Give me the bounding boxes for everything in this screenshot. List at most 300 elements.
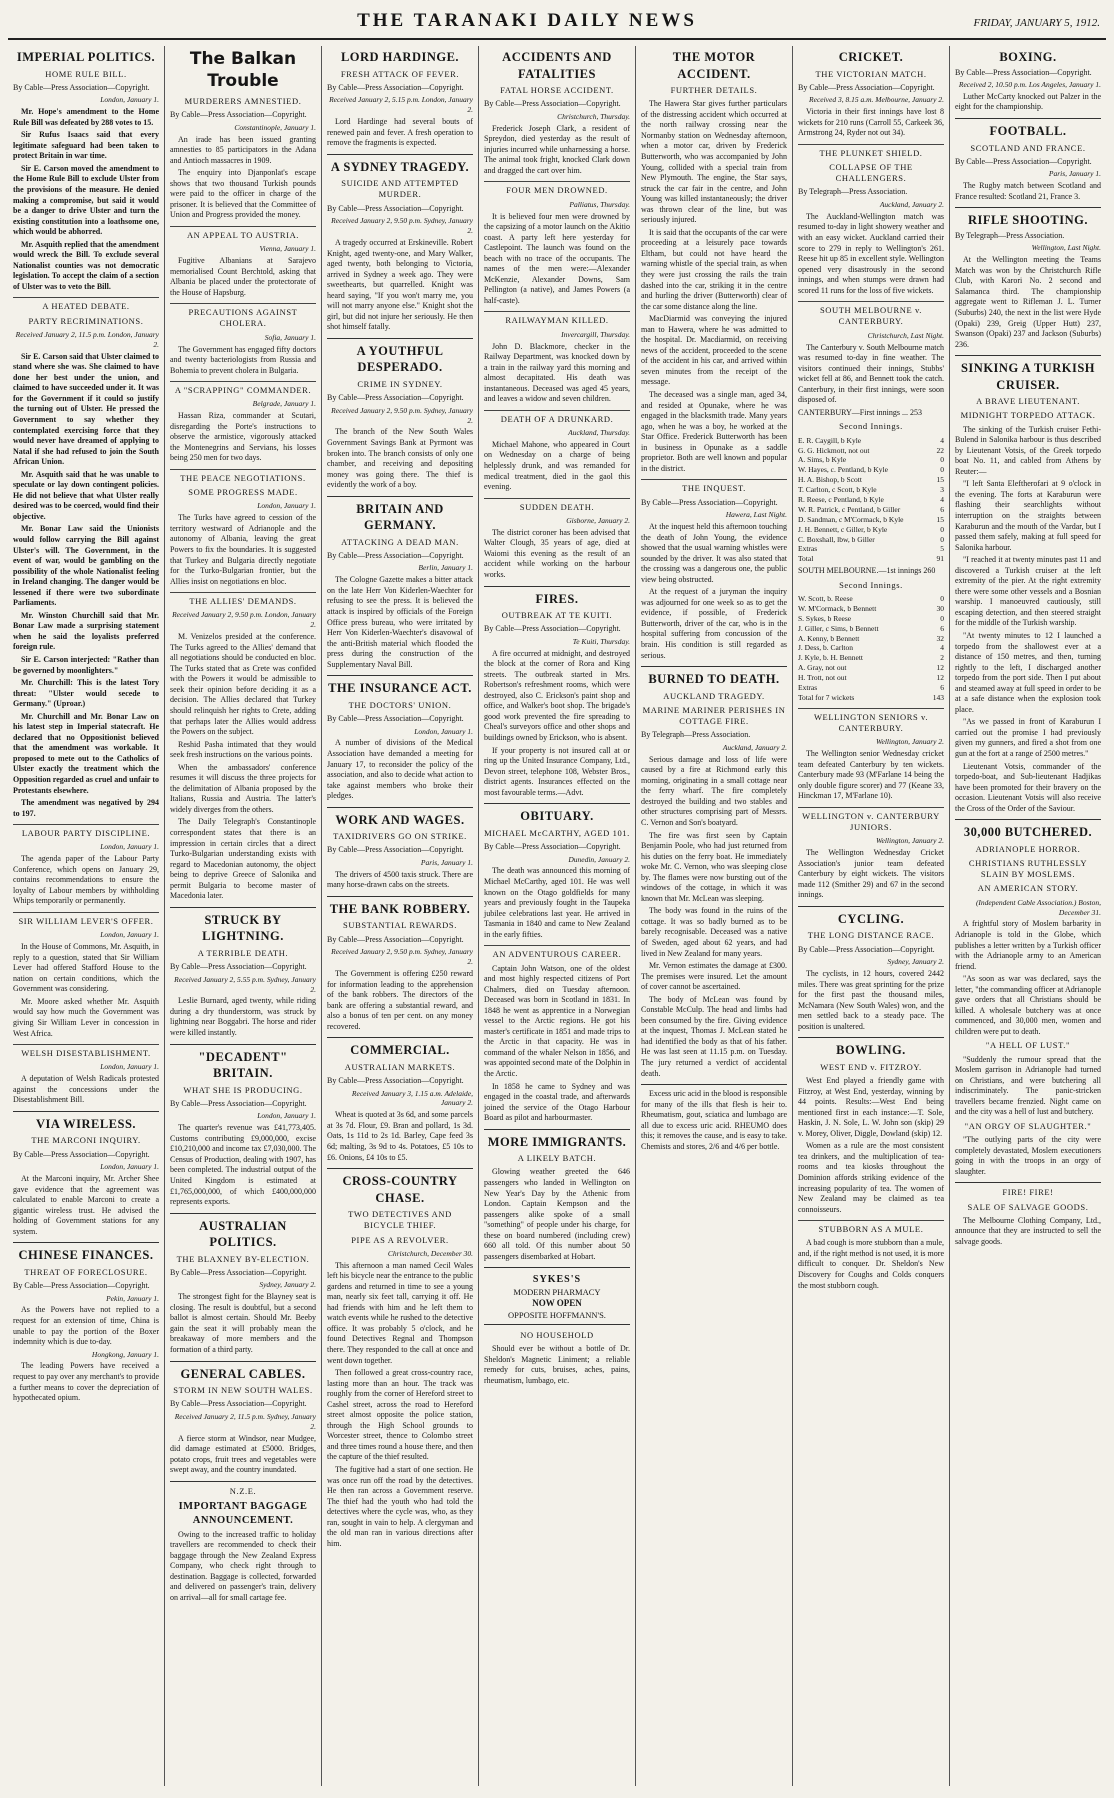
paragraph: Mr. Churchill: This is the latest Tory threat: "Ulster would secede to Germany." (Uproar.)	[13, 678, 159, 709]
headline: BURNED TO DEATH.	[648, 672, 780, 687]
dateline: Dunedin, January 2.	[568, 854, 630, 864]
subheading: Second Innings.	[839, 421, 903, 432]
headline: RIFLE SHOOTING.	[967, 213, 1089, 228]
subheading: FOUR MEN DROWNED.	[484, 181, 630, 196]
paragraph: The death was announced this morning of Michael McCarthy, aged 101. He was well known on the Otago goldfields for many years and previously fought in the Taupeka jubilee celebrations last year. He arrived in Tasmania in 1840 and came to New Zealand in the early fifties.	[484, 866, 630, 939]
article-chinese-finances	[13, 1247, 159, 1408]
paragraph: M. Venizelos presided at the conference. The Turks agreed to the Allies' demand that all negotiations should be conducted en bloc. The Turks stated that as Crete was confided with the Powers it would be admissible to seek their opinion before deciding it as a decision. The Allies declared that Turkey should relinquish her rights to Crete, adding that perhaps later the Allies would address the Powers on the subject.	[170, 632, 316, 737]
paragraph: Sir E. Carson moved the amendment to the Home Rule Bill to exclude Ulster from the provisions of the measure. He denied making a compromise, but said it would be a danger to drive Ulster and turn the existing constitution into a loathsome one, which would be abhorred.	[13, 163, 159, 237]
score-row: W. M'Cormack, b Bennett 30	[798, 603, 944, 613]
article-rifle-shooting	[955, 212, 1101, 356]
byline: By Cable—Press Association—Copyright.	[170, 1399, 307, 1409]
paragraph: Excess uric acid in the blood is responsible for many of the ills that flesh is heir to. Rheumatism, gout, sciatica and lumbago are all due to excess uric acid. RHEUMO does this; it removes the cause, and is easy to take. Chemists and stores, 2/6 and 4/6 per bottle.	[641, 1089, 787, 1151]
subheading: AN APPEAL TO AUSTRIA.	[170, 226, 316, 241]
subheading: FATAL HORSE ACCIDENT.	[500, 85, 614, 95]
dateline: Wellington, January 2.	[875, 836, 944, 846]
paragraph: Lieutenant Votsis, commander of the torpedo-boat, and Sub-lieutenant Hadjikas have been promoted for their bravery on the occasion. Lieutenant Votsis will also receive the Cross of the Order of the Saviour.	[955, 761, 1101, 813]
subheading: THE ALLIES' DEMANDS.	[170, 592, 316, 607]
article-work-and-wages	[327, 812, 473, 897]
dateline: Wellington, Last Night.	[1031, 243, 1101, 253]
article-turkish-cruiser	[955, 360, 1101, 820]
article-australian-politics	[170, 1218, 316, 1362]
subheading: AUSTRALIAN MARKETS.	[344, 1061, 456, 1072]
paragraph: "As we passed in front of Karaburun I carried out the promise I had previously given my gunners, and fired a shot from one gun at the fort at a range of 2500 metres."	[955, 717, 1101, 758]
byline: By Telegraph—Press Association.	[955, 230, 1065, 240]
paragraph: "At twenty minutes to 12 I launched a torpedo from the shallowest ever at a distance of 150 metres, and then, turning rightly to the left, I discharged another torpedo from the port side. Then I put about and steamed away at full speed in order to be at a safe distance when the explosion took place.	[955, 630, 1101, 714]
paragraph: Serious damage and loss of life were caused by a fire at Richmond early this morning, originating in a small cottage near the ferry wharf. The fire completely destroyed the building and two stables and other structures comprising part of Messrs. C. Vernon and Son's boatyard.	[641, 754, 787, 827]
byline: By Telegraph—Press Association.	[798, 187, 908, 197]
paragraph: Mr. Churchill and Mr. Bonar Law on his latest step in Imperial statecraft. He declared that no Oppositionist believed that the amendment was workable. It proposed to mete out to the Catholics of Ulster exactly the treatment which the Opposition regarded as cruel and unfair to Protestants elsewhere.	[13, 711, 159, 795]
advert-rheumo	[641, 1089, 787, 1157]
paragraph: Mr. Asquith replied that the amendment would wreck the Bill. To exclude several Nationalist counties was not democratic legislation. To accept the claim of a section of Ulster was to veto the Bill.	[13, 239, 159, 291]
paragraph: The Rugby match between Scotland and France resulted: Scotland 21, France 3.	[955, 181, 1101, 201]
dateline: Received January 2, 9.50 p.m. Sydney, January 2.	[331, 947, 473, 967]
paragraph: The deceased was a single man, aged 34, and resided at Opunake, where he was engaged in the blacksmith trade. Many years ago, when he was a boy, he worked at the Star Office. Frederick Butterworth has been in business in Opunake as a saddle proprietor. Both are well known and popular in the district.	[641, 389, 787, 473]
subheading: PIPE AS A REVOLVER.	[351, 1234, 449, 1245]
subheading: ATTACKING A DEAD MAN.	[341, 536, 459, 547]
paragraph: Sir E. Carson interjected: "Rather than be governed by moonlighters."	[13, 654, 159, 675]
paragraph: Leslie Burnard, aged twenty, while riding during a dry thunderstorm, was struck by lightning near Boggabri. The horse and rider were killed instantly.	[170, 996, 316, 1038]
dateline: Christchurch, Last Night.	[867, 330, 944, 340]
paragraph: A frightful story of Moslem barbarity in Adrianople is told in the Globe, which publishes a letter written by a Turkish officer with the Adrianople army to an American friend.	[955, 919, 1101, 971]
subheading: WHAT SHE IS PRODUCING.	[183, 1084, 303, 1095]
subheading: HOME RULE BILL.	[45, 68, 127, 79]
headline: A YOUTHFUL DESPERADO.	[356, 343, 444, 375]
byline: By Cable—Press Association—Copyright.	[641, 497, 778, 507]
paragraph: A number of divisions of the Medical Association have demanded a meeting for January 17, to reconsider the policy of the association, and also to decide what action to take against members who broke their pledges.	[327, 738, 473, 801]
score-row: W. Scott, b. Reese 0	[798, 593, 944, 603]
paragraph: The enquiry into Djanponlat's escape shows that two thousand Turkish pounds were paid to the officer in charge of the prisoner. It is believed that the Committee of Union and Progress provided the money.	[170, 168, 316, 220]
subheading: SALE OF SALVAGE GOODS.	[967, 1201, 1089, 1212]
score-row: H. Trott, not out 12	[798, 673, 944, 683]
paragraph: The Government is offering £250 reward for information leading to the apprehension of the bank robbers. The directors of the bank are offering a substantial reward, and also a bonus of ten per cent. on any money recovered.	[327, 969, 473, 1031]
paragraph: Mr. Hope's amendment to the Home Rule Bill was defeated by 288 votes to 15.	[13, 107, 159, 127]
paragraph: The Turks have agreed to cession of the territory westward of Adrianople and the autonomy of Albania, leaving the great Powers to fix the boundaries. It is suggested that Turkey and Bulgaria directly negotiate for the Turko-Bulgarian frontier, but the Allies insist on negotiations en bloc.	[170, 513, 316, 586]
article-cycling	[798, 911, 944, 1038]
headline: COMMERCIAL.	[350, 1043, 450, 1058]
score-row: A. Sims, b Kyle 0	[798, 455, 944, 465]
article-decadent-britain	[170, 1049, 316, 1214]
byline: By Cable—Press Association—Copyright.	[170, 110, 307, 120]
headline: THE MOTOR ACCIDENT.	[672, 50, 756, 81]
advert-line: MODERN PHARMACY	[513, 1286, 601, 1297]
subheading: WELLINGTON SENIORS v. CANTERBURY.	[798, 708, 944, 734]
subheading: AN AMERICAN STORY.	[977, 883, 1079, 894]
paragraph: The Cologne Gazette makes a bitter attack on the late Herr Von Kiderlen-Waechter for refusing to see the press. It is believed the attack is inspired by officials of the Foreign Office press bureau, who were irritated by Herr Von Kiderlen-Waechter's disavowal of the anti-British material which flooded the press during the construction of the Supplementary Naval Bill.	[327, 575, 473, 669]
dateline: Received January 2, 9.50 p.m. Sydney, January 2.	[331, 405, 473, 425]
score-row: W. R. Patrick, c Pentland, b Giller 6	[798, 504, 944, 514]
paragraph: The Hawera Star gives further particulars of the distressing accident which occurred at the north railway crossing near the Normanby station on Wednesday afternoon, when a motor car, driven by Frederick Butterworth, who was accompanied by John Young, collided with a special train from New Plymouth. The engine, the Star says, struck the car fair in the centre, and John Young was killed instantaneously; the driver was thrown clear of the line, but was seriously injured.	[641, 99, 787, 225]
score-row: J. Kyle, b. H. Bennett 2	[798, 653, 944, 663]
article-insurance-act	[327, 680, 473, 807]
paragraph: The quarter's revenue was £41,773,405. Customs contributing £9,000,000, excise £10,210,000 and income tax £7,030,000. The Census of Production, dealing with 1907, has been completed. The industrial output of the United Kingdom is estimated at £1,765,000,000, of which £400,000,000 represents exports.	[170, 1123, 316, 1207]
byline: By Cable—Press Association—Copyright.	[327, 550, 464, 560]
dateline: Wellington, January 2.	[875, 737, 944, 747]
dateline: Received 3, 8.15 a.m. Melbourne, January 2.	[809, 95, 944, 105]
subheading: MICHAEL McCARTHY, AGED 101.	[484, 827, 630, 838]
article-sydney-tragedy	[327, 159, 473, 339]
dateline: Received January 2, 11.5 p.m. London, January 2.	[15, 329, 159, 349]
paragraph: At the inquest held this afternoon touching the death of John Young, the evidence showed that the usual warning whistles were sounded by the driver. It was also stated that the crossing was a dangerous one, the public view being obstructed.	[641, 522, 787, 584]
subheading: N.Z.E.	[229, 1485, 257, 1496]
article-youthful-desperado	[327, 343, 473, 497]
headline: FIRES.	[535, 591, 579, 606]
subheading: TWO DETECTIVES AND BICYCLE THIEF.	[348, 1209, 452, 1231]
subheading: STUBBORN AS A MULE.	[798, 1220, 944, 1235]
score-row: J. H. Bennett, c Giller, b Kyle 0	[798, 524, 944, 534]
article-cross-country-chase	[327, 1173, 473, 1554]
paragraph: Sir E. Carson said that Ulster claimed to stand where she was. She claimed to have done her best under the union, and claimed to have succeeded under it. It was for the Government if it could so justify the turning out of Ulster. He pressed the Government to say whether they contemplated exercising force that they would never have dreamed of applying to Natal if she had refused to join the South African Union.	[13, 351, 159, 467]
headline: THE BANK ROBBERY.	[329, 901, 471, 916]
dateline: London, January 1.	[100, 842, 159, 852]
article-lord-hardinge	[327, 49, 473, 155]
subheading: WELSH DISESTABLISHMENT.	[13, 1044, 159, 1059]
subheading: FURTHER DETAILS.	[670, 85, 758, 95]
paragraph: It is said that the occupants of the car were proceeding at a leisurely pace towards Eltham, but could not have heard the warning whistle of the special train, as when they were just crossing the rails the train dashed into the car, striking it in the centre and hurling the driver (Butterworth) clear of the car some distance along the line.	[641, 227, 787, 311]
score-total: Total for 7 wickets 143	[798, 692, 944, 702]
subheading: SCOTLAND AND FRANCE.	[970, 142, 1086, 153]
byline: By Cable—Press Association—Copyright.	[327, 714, 464, 723]
column-6	[793, 46, 950, 1786]
score-row: W. Hayes, c. Pentland, b Kyle 0	[798, 465, 944, 475]
paragraph: The body of McLean was found by Constable McCulp. The head and limbs had been consumed by the fire. Giving evidence at the inquest, Thomas J. McLean stated he had identified the body as that of his father. He was last seen at 11.15 p.m. on Tuesday. The jury returned a verdict of accidental death.	[641, 994, 787, 1078]
paragraph: Mr. Vernon estimates the damage at £300. The premises were insured. Let the amount of cover cannot be ascertained.	[641, 961, 787, 992]
byline: By Cable—Press Association—Copyright.	[955, 156, 1092, 166]
subheading: THE PEACE NEGOTIATIONS.	[170, 469, 316, 484]
paragraph: Glowing weather greeted the 646 passengers who landed in Wellington on New Year's Day by the Athenic from London. Captain Kempson and the passengers alike spoke of a small "something" of people under his charge, for these on board numbered (including crew) 660 all told. Of this number about 50 passengers disembarked at Hobart.	[484, 1167, 630, 1261]
paragraph: The body was found in the ruins of the cottage. It was so badly burned as to be barely recognisable. Deceased was a native of Sweden, aged about 62 years, and had lived in New Zealand for many years.	[641, 906, 787, 958]
subheading: COLLAPSE OF THE CHALLENGERS.	[829, 162, 913, 184]
dateline: Received January 2, 9.50 p.m. London, January 2.	[172, 610, 316, 630]
headline: A SYDNEY TRAGEDY.	[330, 159, 470, 174]
paragraph: Owing to the increased traffic to holiday travellers are recommended to check their baggage through the New Zealand Express Company, who check right through to destination. Baggage is collected, forwarded and delivered on passenger's train, delivery on arrival—all for small cartage fee.	[170, 1529, 316, 1602]
headline: The Balkan Trouble	[189, 49, 297, 92]
byline: By Cable—Press Association—Copyright.	[327, 82, 464, 92]
subheading: SUDDEN DEATH.	[484, 498, 630, 513]
paragraph: "I left Santa Eleftherofari at 9 o'clock in the evening. The forts at Karaburun were flashing their searchlights without interruption on the straights between Karaburun and the mouth of the Vardar, but I passed them safely, making at full speed for Salonika harbour.	[955, 479, 1101, 552]
paragraph: This afternoon a man named Cecil Wales left his bicycle near the entrance to the public gardens and returned in time to see a young man, nearly six feet tall, carrying it off. He had friends with him and he left them to watch events while he rushed to the detective office. It was probably 5 o'clock, and he found Detectives Regnal and Thompson there. They responded to the call at once and went down together.	[327, 1260, 473, 1365]
headline: BOXING.	[999, 50, 1057, 64]
dateline: Christchurch, December 30.	[387, 1248, 473, 1258]
dateline: Received January 2, 5.55 p.m. Sydney, January 2.	[174, 974, 316, 994]
subheading: MIDNIGHT TORPEDO ATTACK.	[960, 410, 1096, 421]
paragraph: If your property is not insured call at or ring up the United Insurance Company, Ltd., Devon street, telephone 108, Webster Bros., district agents. Insurances effected on the most favourable terms.—Advt.	[484, 745, 630, 797]
byline: By Cable—Press Association—Copyright.	[170, 1098, 307, 1108]
score-row: J. Giller, c Sims, b Bennett 6	[798, 623, 944, 633]
paragraph: A bad cough is more stubborn than a mule, and, if the right method is not used, it is more difficult to conquer. Dr. Sheldon's New Discovery for Coughs and Colds conquers the most stubborn cough.	[798, 1238, 944, 1290]
headline: FOOTBALL.	[989, 124, 1067, 139]
article-via-wireless	[13, 1116, 159, 1243]
byline: By Cable—Press Association—Copyright.	[13, 82, 150, 92]
paragraph: The fire was first seen by Captain Benjamin Poole, who had just returned from his duties on the ferry boat. He immediately woke Mr. C. Vernon, who was sleeping close by. The flames were now bursting out of the windows of the cottage, in which it was known that Mr. McLean was sleeping.	[641, 830, 787, 903]
column-3	[322, 46, 479, 1786]
paragraph: Michael Mahone, who appeared in Court on Wednesday on a charge of being helplessly drunk, and was remanded for medical treatment, died in the gaol this evening.	[484, 439, 630, 492]
column-1	[8, 46, 165, 1786]
column-7	[950, 46, 1106, 1786]
score-row: D. Sandman, c M'Cormack, b Kyle 15	[798, 514, 944, 524]
headline: 30,000 BUTCHERED.	[963, 825, 1093, 840]
advert-baggage	[170, 1486, 316, 1609]
byline: By Cable—Press Association—Copyright.	[13, 1280, 150, 1290]
dateline: Palliatus, Thursday.	[569, 199, 630, 209]
paragraph: West End played a friendly game with Fitzroy, at West End, yesterday, winning by 44 points. Results:—West End being mentioned first in each instance:—T. Sole, Haskin, J. N. Sole, L. W. John son (skip) 29 v. Morey, Oliver, Diggle, Dowland (skip) 12.	[798, 1076, 944, 1138]
paragraph: A fire occurred at midnight, and destroyed the block at the corner of Rora and King streets. The outbreak started in Mrs. Robertson's refreshment rooms, which were destroyed, also C. Erickson's paint shop and office, and Walker's boot shop. The brigade's good work prevented the fire spreading to Cheal's surveyors office and other shops and buildings owned by Erickson, who is absent.	[484, 648, 630, 743]
dateline: Vienna, January 1.	[259, 244, 316, 254]
dateline: London, January 1.	[100, 930, 159, 940]
dateline: Paris, January 1.	[1048, 169, 1101, 179]
dateline: Invercargill, Thursday.	[561, 329, 630, 339]
dateline: Berlin, January 1.	[418, 563, 473, 573]
subheading: THE BLAXNEY BY-ELECTION.	[176, 1253, 310, 1264]
subheading: WEST END v. FITZROY.	[820, 1061, 922, 1072]
paragraph: Mr. Bonar Law said the Unionists would follow carrying the Bill against Ulster's will. The Government, in the event of war, would be gambling on the possibility of the whole Nationalist feeling in Ireland changing. The danger would be lessened if there were two subordinate Parliaments.	[13, 524, 159, 608]
subheading: PRECAUTIONS AGAINST CHOLERA.	[170, 303, 316, 329]
score-row: A. Gray, not out 12	[798, 663, 944, 673]
dateline: Sydney, January 2.	[259, 1280, 316, 1290]
paragraph: An irade has been issued granting amnesties to 85 participators in the Adana and Antioch massacres in 1909.	[170, 134, 316, 165]
paragraph: In the House of Commons, Mr. Asquith, in reply to a question, stated that Sir William Lever had offered Stafford House to the nation on certain conditions, which the Government was considering.	[13, 942, 159, 994]
score-row: Extras 6	[798, 683, 944, 692]
subheading: A "SCRAPPING" COMMANDER.	[170, 381, 316, 396]
paragraph: MacDiarmid was conveying the injured man to Hawera, where he was admitted to the hospital. Dr. Macdiarmid, on receiving news of the accident, proceeded to the scene of the accident in his car, and arrived within seven minutes from the receipt of the message.	[641, 314, 787, 387]
subheading: NO HOUSEHOLD	[520, 1329, 594, 1340]
dateline: (Independent Cable Association.) Boston, December 31.	[975, 897, 1101, 917]
headline: CRICKET.	[838, 50, 904, 64]
subheading: MURDERERS AMNESTIED.	[184, 95, 302, 106]
paragraph: The Daily Telegraph's Constantinople correspondent states that there is an impression in certain circles that a direct Turko-Bulgarian understanding exists with regard to Macedonian autonomy, the object being to deprive Greece of Salonika and permit Bulgaria to become master of Macedonia later.	[170, 817, 316, 901]
subheading: SUICIDE AND ATTEMPTED MURDER.	[341, 178, 459, 200]
dateline: Sydney, January 2.	[887, 957, 944, 967]
article-bank-robbery	[327, 901, 473, 1038]
article-football	[955, 123, 1101, 208]
subheading: SOUTH MELBOURNE v. CANTERBURY.	[798, 301, 944, 327]
scoreboard-heading: CANTERBURY—First innings ... 253	[798, 407, 923, 417]
article-more-immigrants	[484, 1134, 630, 1269]
byline: By Cable—Press Association—Copyright.	[327, 203, 464, 213]
headline: WORK AND WAGES.	[335, 812, 465, 827]
paragraph: Mr. Moore asked whether Mr. Asquith would say how much the Government was giving Sir William Lever in concession in West Africa.	[13, 996, 159, 1038]
article-imperial-politics	[13, 49, 159, 1112]
article-cricket	[798, 49, 944, 907]
subheading: THE LONG DISTANCE RACE.	[807, 930, 935, 941]
subheading: Second Innings.	[839, 579, 903, 590]
dateline: Received 2, 10.50 p.m. Los Angeles, January 1.	[958, 80, 1101, 90]
paragraph: The fugitive had a start of one section. He was once run off the road by the detectives. He then ran across a Government reserve. The thief had the youth who had told the detectives where the cycle was, who, as they ran, sought in vain to help. A clergyman and the old man ran in various directions after him.	[327, 1465, 473, 1548]
subheading: SOME PROGRESS MADE.	[188, 487, 298, 498]
dateline: Hongkong, January 1.	[91, 1349, 159, 1359]
paragraph: The sinking of the Turkish cruiser Fethi-Bulend in Salonika harbour is thus described by Lieutenant Votsis, of the Greek torpedo boat No. 11, and cabled from Athens by Reuter:—	[955, 424, 1101, 476]
subheading: "A HELL OF LUST."	[985, 1040, 1071, 1051]
headline: IMPORTANT BAGGAGE ANNOUNCEMENT.	[178, 1501, 308, 1526]
dateline: Constantinople, January 1.	[234, 122, 316, 132]
paragraph: John D. Blackmore, checker in the Railway Department, was knocked down by a train in the railway yard this morning and almost decapitated. His death was instantaneous. Deceased was aged 45 years, and leaves a widow and seven children.	[484, 341, 630, 404]
paragraph: In 1858 he came to Sydney and was engaged in the coastal trade, and afterwards joined the service of the Otago Harbour Board as pilot and harbourmaster.	[484, 1081, 630, 1123]
paragraph: Sir Rufus Isaacs said that every legitimate safeguard had been taken to protect Britain in war time.	[13, 130, 159, 161]
advert-fire-sale	[955, 1187, 1101, 1252]
score-row: H. A. Bishop, b Scott 15	[798, 475, 944, 485]
masthead	[8, 10, 1106, 40]
paragraph: A fierce storm at Windsor, near Mudgee, did damage estimated at £5000. Bridges, potato crops, fruit trees and vegetables were swept away, and the country inundated.	[170, 1433, 316, 1475]
issue-date: FRIDAY, JANUARY 5, 1912.	[973, 17, 1100, 29]
headline: CHINESE FINANCES.	[18, 1248, 154, 1263]
paragraph: The amendment was negatived by 294 to 197.	[13, 798, 159, 818]
subheading: DEATH OF A DRUNKARD.	[484, 410, 630, 425]
headline: BRITAIN AND GERMANY.	[356, 501, 444, 533]
headline: STRUCK BY LIGHTNING.	[202, 912, 284, 944]
paragraph: Mr. Asquith said that he was unable to speculate or lay down contingent policies. He did not believe that what Ulster really desired was to be coerced, would find their objective.	[13, 469, 159, 521]
score-row: J. Dess, b. Carlton 4	[798, 643, 944, 653]
paragraph: "Suddenly the rumour spread that the Moslem garrison in Adrianople had turned on Christians, and were butchering all indiscriminately. The panic-stricken travellers became frenzied. Night came on and the city was a hell of lust and butchery.	[955, 1054, 1101, 1117]
paragraph: As the Powers have not replied to a request for an extension of time, China is unable to pay the portion of the Boxer indemnity which is due to-day.	[13, 1305, 159, 1347]
paragraph: Mr. Winston Churchill said that Mr. Bonar Law made a surprising statement when he said the loyalists preferred foreign rule.	[13, 610, 159, 652]
headline: AUSTRALIAN POLITICS.	[199, 1218, 287, 1250]
subheading: THE MARCONI INQUIRY.	[31, 1135, 141, 1146]
dateline: Received January 2, 5.15 p.m. London, January 2.	[329, 95, 473, 115]
subheading: A TERRIBLE DEATH.	[197, 947, 289, 958]
advert-no-household	[484, 1330, 630, 1391]
subheading: SUBSTANTIAL REWARDS.	[343, 920, 457, 931]
subheading: RAILWAYMAN KILLED.	[484, 311, 630, 326]
dateline: Sofia, January 1.	[264, 332, 316, 342]
scorecard-canterbury	[798, 436, 944, 565]
byline: By Cable—Press Association—Copyright.	[13, 1149, 150, 1159]
paragraph: The drivers of 4500 taxis struck. There are many horse-drawn cabs on the streets.	[327, 869, 473, 890]
article-burned-to-death	[641, 671, 787, 1085]
article-britain-germany	[327, 501, 473, 677]
subheading: WELLINGTON v. CANTERBURY JUNIORS.	[798, 807, 944, 833]
paragraph: The Government has engaged fifty doctors and twenty bacteriologists from Russia and Bohemia to prevent cholera in Bulgaria.	[170, 344, 316, 375]
paragraph: The strongest fight for the Blayney seat is closing. The result is doubtful, but a second ballot is almost certain. Should Mr. Beeby gain the seat it will probably mean the breakaway of more members and the formation of a third party.	[170, 1292, 316, 1354]
byline: By Cable—Press Association—Copyright.	[484, 624, 621, 634]
subheading: "AN ORGY OF SLAUGHTER."	[964, 1120, 1092, 1131]
article-accidents	[484, 49, 630, 587]
headline: MORE IMMIGRANTS.	[487, 1134, 627, 1149]
paragraph: The agenda paper of the Labour Party Conference, which opens on January 29, contains recommendations to ensure the loyalty of Labour members by withholding Whips temporarily or permanently.	[13, 854, 159, 906]
paragraph: At the request of a juryman the inquiry was adjourned for one week so as to get the evidence, if possible, of Frederick Butterworth, driver of the car, who is in the hospital suffering from concussion of the brain. His condition is still regarded as serious.	[641, 587, 787, 660]
paragraph: Hassan Riza, commander at Scutari, disregarding the Porte's instructions to observe the armistice, vigorously attacked the Montenegrins and Servians, his losses being 250 men for two days.	[170, 411, 316, 463]
dateline: Gisborne, January 2.	[566, 515, 630, 525]
subheading: CRIME IN SYDNEY.	[357, 378, 443, 389]
headline: CROSS-COUNTRY CHASE.	[342, 1174, 458, 1205]
score-row: S. Sykes, b Reese 0	[798, 613, 944, 623]
article-motor-accident	[641, 49, 787, 667]
byline: By Cable—Press Association—Copyright.	[955, 67, 1092, 77]
headline: THE INSURANCE ACT.	[328, 681, 472, 696]
paragraph: Captain John Watson, one of the oldest and most highly respected citizens of Port Chalmers, died on Tuesday afternoon. Deceased was born in Scotland in 1831. In 1848 he went as apprentice in a Norwegian vessel to the Arctic regions. He got his master's certificate in 1851 and made trips to the Arctic in that capacity. He was in command of the whaler Nelson in 1856, and was appointed second mate of the Dolphin in the Arctic.	[484, 963, 630, 1078]
score-row: E. R. Caygill, b Kyle 4	[798, 435, 944, 445]
byline: By Cable—Press Association—Copyright.	[327, 934, 464, 944]
dateline: London, January 1.	[414, 726, 473, 736]
subheading: AN ADVENTUROUS CAREER.	[484, 945, 630, 960]
article-boxing	[955, 49, 1101, 119]
headline: GENERAL CABLES.	[180, 1366, 306, 1381]
dateline: London, January 1.	[100, 1162, 159, 1172]
paragraph: Luther McCarty knocked out Palzer in the eight for the championship.	[955, 91, 1101, 112]
paragraph: The Melbourne Clothing Company, Ltd., announce that they are instructed to sell the salvage goods.	[955, 1215, 1101, 1246]
paragraph: "I reached it at twenty minutes past 11 and discovered a Turkish cruiser at the left extremity of the pier. At the right extremity there were some other vessels and a Bosnian warship. I manoeuvred cautiously, still escaping detection, and then steered straight for the middle of the Turkish warship.	[955, 555, 1101, 628]
dateline: Paris, January 1.	[420, 857, 473, 867]
byline: By Cable—Press Association—Copyright.	[327, 1076, 464, 1086]
paragraph: The Canterbury v. South Melbourne match was resumed to-day in fine weather. The visitors continued their innings, Stubbs' wicket fell at 86, and Bennett took the catch. Canterbury, in their first innings, were soon disposed of.	[798, 342, 944, 405]
newspaper-title: THE TARANAKI DAILY NEWS	[357, 10, 697, 31]
paragraph: Fugitive Albanians at Sarajevo memorialised Count Berchtold, asking that Albania be placed under the protectorate of the House of Hapsburg.	[170, 256, 316, 297]
paragraph: At the Wellington meeting the Teams Match was won by the Christchurch Rifle Club, with Karori No. 2 second and Salamanca third. The championship aggregate went to Rifleman J. L. Turner (Suburbs) 240, the next in the list were Hyde (Opaki) 239, Greig (Upper Hutt) 237, Swanson (Opaki) 237 and Jackson (Suburbs) 236.	[955, 255, 1101, 349]
paragraph: It is believed four men were drowned by the capsizing of a motor launch on the Akitio coast. A party left here yesterday for Castlepoint. The launch was found on the beach with no trace of the occupants. The names of the men were:—Alexander McKenzie, Alexander Downs, Sam Pellington (a native), and James Powers (a half-caste).	[484, 211, 630, 305]
dateline: Te Kuiti, Thursday.	[572, 636, 630, 646]
subheading: SIR WILLIAM LEVER'S OFFER.	[13, 912, 159, 927]
dateline: London, January 1.	[257, 501, 316, 511]
dateline: London, January 1.	[100, 95, 159, 105]
headline: VIA WIRELESS.	[35, 1116, 137, 1131]
subheading: THREAT OF FORECLOSURE.	[24, 1266, 148, 1277]
paragraph: The district coroner has been advised that Walter Clough, 35 years of age, died at Waiomi this evening as the result of an accident while working on the harbour works.	[484, 527, 630, 579]
byline: By Cable—Press Association—Copyright.	[327, 393, 464, 403]
columns	[8, 46, 1106, 1786]
dateline: Auckland, January 2.	[879, 200, 944, 209]
column-4	[479, 46, 636, 1786]
article-obituary	[484, 808, 630, 1129]
dateline: Received January 3, 1.15 a.m. Adelaide, January 2.	[351, 1088, 473, 1108]
byline: By Cable—Press Association—Copyright.	[170, 1267, 307, 1277]
subheading: FIRE! FIRE!	[1002, 1187, 1054, 1198]
subheading: LABOUR PARTY DISCIPLINE.	[13, 824, 159, 839]
scoreboard-heading: SOUTH MELBOURNE.—1st innings 260	[798, 566, 936, 576]
paragraph: The Wellington senior Wednesday cricket team defeated Canterbury by ten wickets. Canterbury made 93 (M'Farlane 14 being the only double figure scorer) and 77 (Keane 33, Hinckman 17, M'Farlane 10).	[798, 749, 944, 801]
headline: "DECADENT" BRITAIN.	[198, 1049, 288, 1081]
article-balkan-trouble	[170, 48, 316, 908]
score-row: A. Kenny, b Bennett 32	[798, 633, 944, 643]
score-row: T. Carlton, c Scott, b Kyle 3	[798, 485, 944, 495]
scorecard-south-melbourne	[798, 594, 944, 703]
dateline: Auckland, January 2.	[722, 742, 787, 752]
byline: By Cable—Press Association—Copyright.	[484, 99, 621, 109]
dateline: London, January 1.	[257, 1111, 316, 1121]
paragraph: Frederick Joseph Clark, a resident of Spreydon, died yesterday as the result of injuries incurred while unharnessing a horse. The animal took fright, knocked Clark down and dragged the cart over him.	[484, 123, 630, 175]
headline: IMPERIAL POLITICS.	[16, 50, 156, 64]
column-2	[165, 46, 322, 1786]
byline: By Telegraph—Press Association.	[641, 730, 751, 740]
column-5	[636, 46, 793, 1786]
article-general-cables	[170, 1366, 316, 1482]
advert-line: OPPOSITE HOFFMANN'S.	[508, 1309, 606, 1320]
dateline: Belgrade, January 1.	[252, 399, 316, 409]
subheading: A HEATED DEBATE.	[13, 297, 159, 312]
headline: CYCLING.	[837, 911, 905, 926]
dateline: Hawera, Last Night.	[725, 510, 787, 520]
score-row: C. Boxshall, lbw, b Giller 0	[798, 534, 944, 544]
paragraph: The Auckland-Wellington match was resumed to-day in light showery weather and with an easy wicket. Auckland carried their score to 279 in reply to Wellington's 261. Reese hit up 85 in excellent style. Wellington opened very disastrously in the second innings, and when stumps were drawn had scored 11 runs for the loss of five wickets.	[798, 211, 944, 295]
advert-line: NOW OPEN	[532, 1297, 582, 1308]
subheading: AUCKLAND TRAGEDY.	[663, 690, 765, 701]
paragraph: The branch of the New South Wales Government Savings Bank at Pyrmont was broken into. The branch consists of only one chamber, and receiving and depositing money was going there. The thief is evidently the work of a boy.	[327, 427, 473, 490]
paragraph: Reshid Pasha intimated that they would seek fresh instructions on the various points.	[170, 739, 316, 760]
subheading: STORM IN NEW SOUTH WALES.	[173, 1385, 313, 1396]
dateline: London, January 1.	[100, 1062, 159, 1072]
subheading: FRESH ATTACK OF FEVER.	[340, 68, 460, 79]
dateline: Pekin, January 1.	[106, 1293, 159, 1303]
subheading: THE DOCTORS' UNION.	[348, 699, 452, 710]
headline: BOWLING.	[836, 1043, 906, 1058]
article-commercial	[327, 1042, 473, 1169]
paragraph: The leading Powers have received a request to pay over any merchant's to provide a further means to cover the depreciation of hypothecated opium.	[13, 1361, 159, 1403]
paragraph: Wheat is quoted at 3s 6d, and some parcels at 3s 7d. Flour, £9. Bran and pollard, 1s 3d. Oats, 1s 11d to 2s 1d. Barley, Cape feed 3s 6d; malting, 3s 9d to 4s. Potatoes, £5 10s to £6. Onions, £4 10s to £5.	[327, 1110, 473, 1162]
headline: ACCIDENTS AND FATALITIES	[502, 50, 612, 81]
subheading: OUTBREAK AT TE KUITI.	[501, 610, 613, 620]
paragraph: Should ever be without a bottle of Dr. Sheldon's Magnetic Liniment; a reliable remedy for cuts, bruises, aches, pains, rheumatism, lumbago, etc.	[484, 1344, 630, 1385]
advert-name: SYKES'S	[532, 1274, 582, 1286]
byline: By Cable—Press Association—Copyright.	[327, 845, 464, 855]
subheading: THE VICTORIAN MATCH.	[815, 68, 927, 79]
